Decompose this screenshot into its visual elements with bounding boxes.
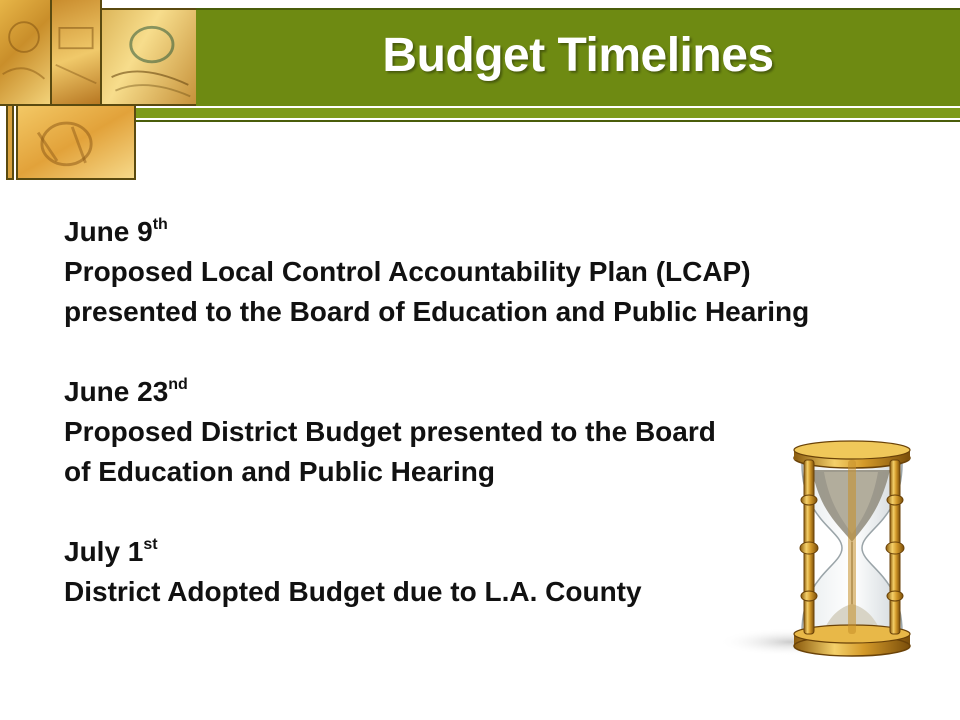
money-collage-tile	[50, 0, 102, 106]
money-collage-tile	[100, 8, 198, 106]
timeline-description-line: District Adopted Budget due to L.A. County	[64, 576, 642, 607]
money-collage-tile	[6, 104, 14, 180]
slide-title: Budget Timelines	[382, 29, 774, 82]
timeline-date: June 9th	[64, 216, 168, 247]
timeline-entry	[64, 212, 924, 332]
header-divider-stripe	[136, 108, 960, 118]
timeline-description-line: Proposed District Budget presented to the Board	[64, 416, 716, 447]
banknote-icon	[18, 106, 134, 178]
date-suffix: th	[152, 216, 168, 233]
timeline-description-line: of Education and Public Hearing	[64, 456, 495, 487]
date-suffix: nd	[168, 376, 188, 393]
banknote-icon	[102, 10, 196, 104]
date-suffix: st	[143, 536, 158, 553]
money-collage-tile	[16, 104, 136, 180]
timeline-date: June 23nd	[64, 376, 188, 407]
money-collage-tile	[0, 0, 52, 106]
banknote-icon	[52, 0, 100, 104]
timeline-date: July 1st	[64, 536, 158, 567]
timeline-description-line: Proposed Local Control Accountability Plan (LCAP)	[64, 256, 751, 287]
banknote-icon	[0, 0, 50, 104]
hourglass-icon	[720, 430, 950, 670]
timeline-description-line: presented to the Board of Education and Public Hearing	[64, 296, 810, 327]
